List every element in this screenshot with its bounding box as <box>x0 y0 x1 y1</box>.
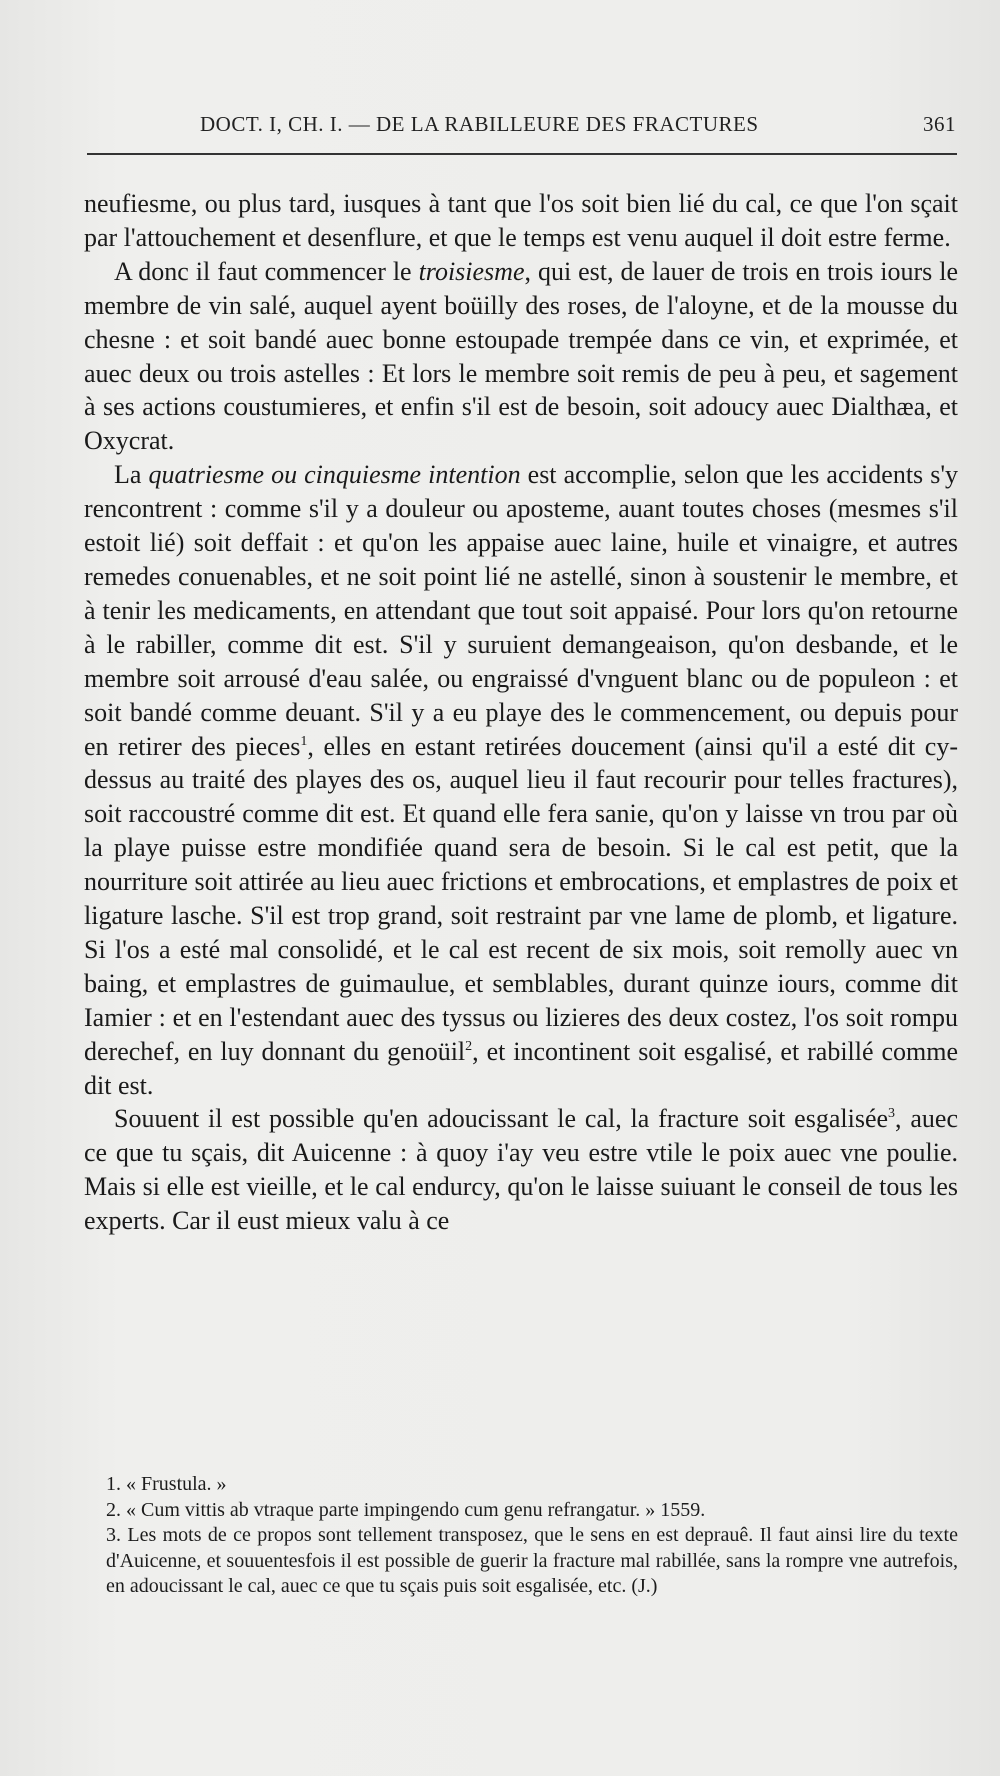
footnote-1: 1. « Frustula. » <box>106 1473 227 1495</box>
running-title: DOCT. I, CH. I. — DE LA RABILLEURE DES FRACTURES <box>200 112 759 136</box>
footnote-2: 2. « Cum vittis ab vtraque parte impingendo cum genu refrangatur. » 1559. <box>106 1498 706 1521</box>
paragraph-2-italic: troisiesme <box>418 256 525 286</box>
paragraph-3 <box>84 458 958 1102</box>
footnotes <box>84 1472 958 1600</box>
paragraph-4-text-b: , auec ce que tu sçais, dit Auicenne : à quoy i'ay veu estre vtile le poix auec vne poulie. Mais si elle est vieille, et le cal endurcy, qu'on le laisse suiuant le conseil de tous les experts. Car il eust mieux valu à ce <box>84 1104 958 1236</box>
paragraph-4 <box>84 1102 958 1238</box>
paragraph-1 <box>84 187 958 255</box>
paragraph-3-text-c: , elles en estant retirées doucement (ainsi qu'il a esté dit cy-dessus au traité des playes des os, auquel lieu il faut recourir pour telles fractures), soit raccoustré comme dit est. Et quand elle fera sanie, qu'on y laisse vn trou par où la playe puisse estre mondifiée quand sera de besoin. Si le cal est petit, que la nourriture soit attirée au lieu auec frictions et embrocations, et emplastres de poix et ligature lasche. S'il est trop grand, soit restraint par vne lame de plomb, et ligature. Si l'os a esté mal consolidé, et le cal est recent de six mois, soit remolly auec vn baing, et emplastres de guimaulue, et semblables, durant quinze iours, comme dit Iamier : et en l'estendant auec des tyssus ou lizieres des deux costez, l'os soit rompu derechef, en luy donnant du genoüil <box>84 731 959 1066</box>
paragraph-1-text: neufiesme, ou plus tard, iusques à tant que l'os soit bien lié du cal, ce que l'on sçait par l'attouchement et desenflure, et que le temps est venu auquel il doit estre ferme. <box>84 189 958 252</box>
paragraph-3-text-b: est accomplie, selon que les accidents s'y rencontrent : comme s'il y a douleur ou aposteme, auant toutes choses (mesmes s'il estoit lié) soit deffait : et qu'on les appaise auec laine, huile et vinaigre, et autres remedes conuenables, et ne soit point lié ne astellé, sinon à soustenir le membre, et à tenir les medicaments, en attendant que tout soit appaisé. Pour lors qu'on retourne à le rabiller, comme dit est. S'il y suruient demangeaison, qu'on desbande, et le membre soit arrousé d'eau salée, ou engraissé d'vnguent blanc ou de populeon : et soit bandé comme deuant. S'il y a eu playe des le commencement, ou depuis pour en retirer des pieces <box>84 460 959 761</box>
footnote-3: 3. Les mots de ce propos sont tellement transposez, que le sens en est deprauê. Il faut ainsi lire du texte d'Auicenne, et souuentesfois il est possible de guerir la fracture mal rabillée, sans la rompre vne autrefois, en adoucissant le cal, auec ce que tu sçais puis soit esgalisée, etc. (J.) <box>106 1524 958 1597</box>
paragraph-3-italic: quatriesme ou cinquiesme intention <box>148 460 521 490</box>
paragraph-2-text-a: A donc il faut commencer le <box>114 256 419 286</box>
footnote-ref-3: 3 <box>888 1106 896 1122</box>
header-rule <box>87 153 957 155</box>
running-head <box>84 112 960 142</box>
paragraph-2 <box>84 255 958 458</box>
main-text <box>84 187 958 1238</box>
page-number: 361 <box>923 112 956 136</box>
paragraph-4-text-a: Souuent il est possible qu'en adoucissant le cal, la fracture soit esgalisée <box>114 1104 889 1134</box>
paragraph-2-text-b: , qui est, de lauer de trois en trois iours le membre de vin salé, auquel ayent boüilly des roses, de l'aloyne, et de la mousse du chesne : et soit bandé auec bonne estoupade trempée dans ce vin, et exprimée, et auec deux ou trois astelles : Et lors le membre soit remis de peu à peu, et sagement à ses actions coustumieres, et enfin s'il est de besoin, soit adoucy auec Dialthæa, et Oxycrat. <box>84 256 959 456</box>
footnote-ref-1: 1 <box>300 733 308 749</box>
paragraph-3-text-d: , et incontinent soit esgalisé, et rabillé comme dit est. <box>84 1036 958 1100</box>
paragraph-3-text-a: La <box>114 460 149 490</box>
footnote-ref-2: 2 <box>465 1038 473 1054</box>
